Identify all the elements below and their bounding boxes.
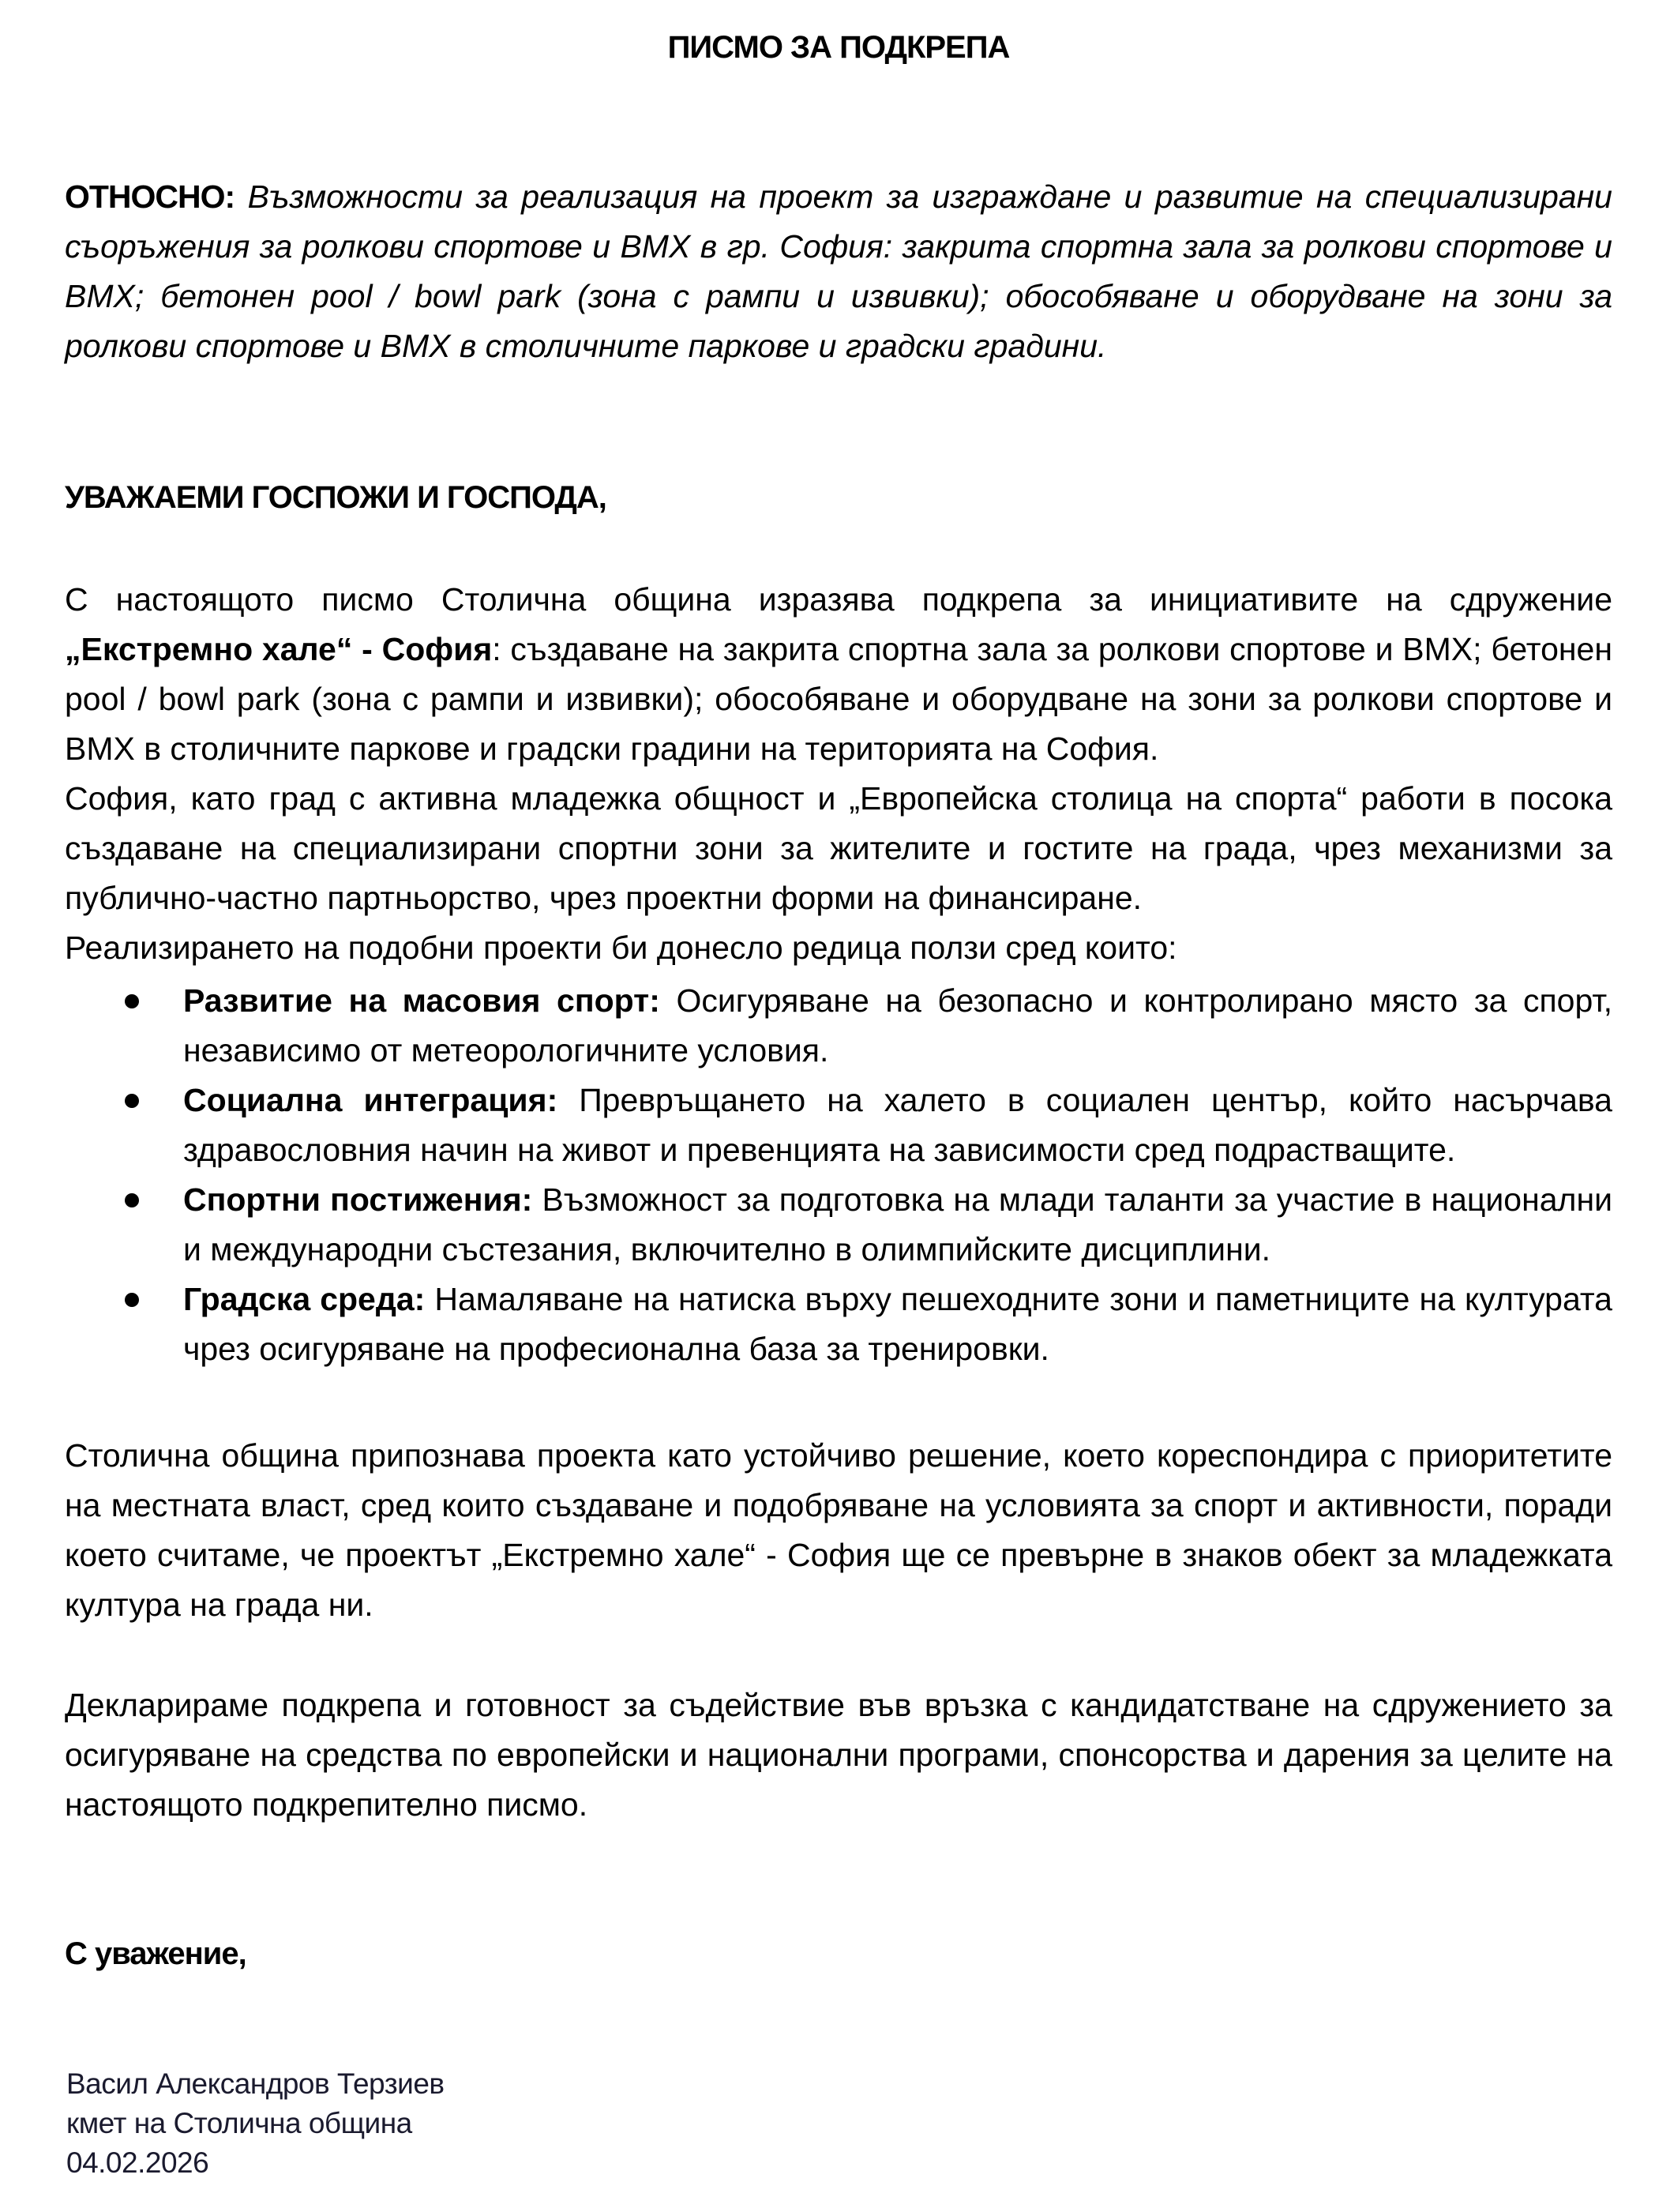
signatory-position: кмет на Столична община — [66, 2107, 412, 2139]
signature-block — [66, 2064, 445, 2183]
benefit-item — [65, 976, 1612, 1076]
bullet-icon — [125, 1094, 139, 1108]
regarding-subject: Възможности за реализация на проект за изграждане и развитие на специализирани съоръжения за ролкови спортове и BMX в гр. София: закрита спортна зала за ролкови спортове и BMX; бетонен pool / bowl park (зона с рампи и извивки); обособяване и оборудване на зони за ролкови спортове и BMX в столичните паркове и градски градини. — [65, 178, 1612, 364]
benefit-item — [65, 1076, 1612, 1175]
benefit-item — [65, 1275, 1612, 1374]
benefit-text: Възможност за подготовка на млади таланти за участие в национални и международни състезания, включително в олимпийските дисциплини. — [183, 1181, 1612, 1267]
benefit-text: Превръщането на халето в социален център, който насърчава здравословния начин на живот и превенцията на зависимости сред подрастващите. — [183, 1082, 1612, 1168]
bullet-icon — [125, 1293, 139, 1307]
organization-name: „Екстремно хале“ - София — [65, 631, 493, 667]
bullet-icon — [125, 994, 139, 1008]
benefit-item — [65, 1175, 1612, 1275]
regarding-block — [65, 172, 1612, 371]
paragraph-sofia: София, като град с активна младежка общност и „Европейска столица на спорта“ работи в посока създаване на специализирани спортни зони за жителите и гостите на града, чрез механизми за публично-частно партньорство, чрез проектни форми на финансиране. — [65, 780, 1612, 916]
paragraph-support-intro: С настоящото писмо Столична община изразява подкрепа за инициативите на сдружение — [65, 581, 1612, 618]
benefit-heading: Развитие на масовия спорт: — [183, 982, 660, 1019]
paragraph-declaration: Декларираме подкрепа и готовност за съдействие във връзка с кандидатстване на сдружението за осигуряване на средства по европейски и национални програми, спонсорства и дарения за целите на настоящото подкрепително писмо. — [65, 1687, 1612, 1823]
signature-date: 04.02.2026 — [66, 2146, 209, 2179]
paragraph-support-line — [65, 575, 1612, 774]
salutation: УВАЖАЕМИ ГОСПОЖИ И ГОСПОДА, — [65, 480, 606, 515]
signatory-name: Васил Александров Терзиев — [66, 2067, 445, 2100]
letter-title: ПИСМО ЗА ПОДКРЕПА — [667, 30, 1010, 65]
paragraph-recognition: Столична община припознава проекта като устойчиво решение, което кореспондира с приоритетите на местната власт, сред които създаване и подобряване на условията за спорт и активности, поради което считаме, че проектът „Екстремно хале“ - София ще се превърне в знаков обект за младежката култура на града ни. — [65, 1437, 1612, 1623]
regarding-label: ОТНОСНО: — [65, 178, 235, 215]
paragraph-support-rest: : създаване на закрита спортна зала за ролкови спортове и BMX; бетонен pool / bowl park (зона с рампи и извивки); обособяване и оборудване на зони за ролкови спортове и BMX в столичните паркове и градски градини на територията на София. — [65, 631, 1612, 767]
bullet-icon — [125, 1193, 139, 1207]
benefit-heading: Градска среда: — [183, 1281, 426, 1317]
benefit-heading: Спортни постижения: — [183, 1181, 533, 1218]
benefit-text: Намаляване на натиска върху пешеходните зони и паметниците на културата чрез осигуряване на професионална база за тренировки. — [183, 1281, 1612, 1367]
benefit-text: Осигуряване на безопасно и контролирано място за спорт, независимо от метеорологичните условия. — [183, 982, 1612, 1068]
benefits-list — [65, 976, 1612, 1374]
benefit-heading: Социална интеграция: — [183, 1082, 558, 1118]
paragraph-benefits-intro: Реализирането на подобни проекти би донесло редица ползи сред които: — [65, 929, 1177, 966]
closing-phrase: С уважение, — [65, 1936, 246, 1971]
paragraph-support — [65, 575, 1612, 973]
